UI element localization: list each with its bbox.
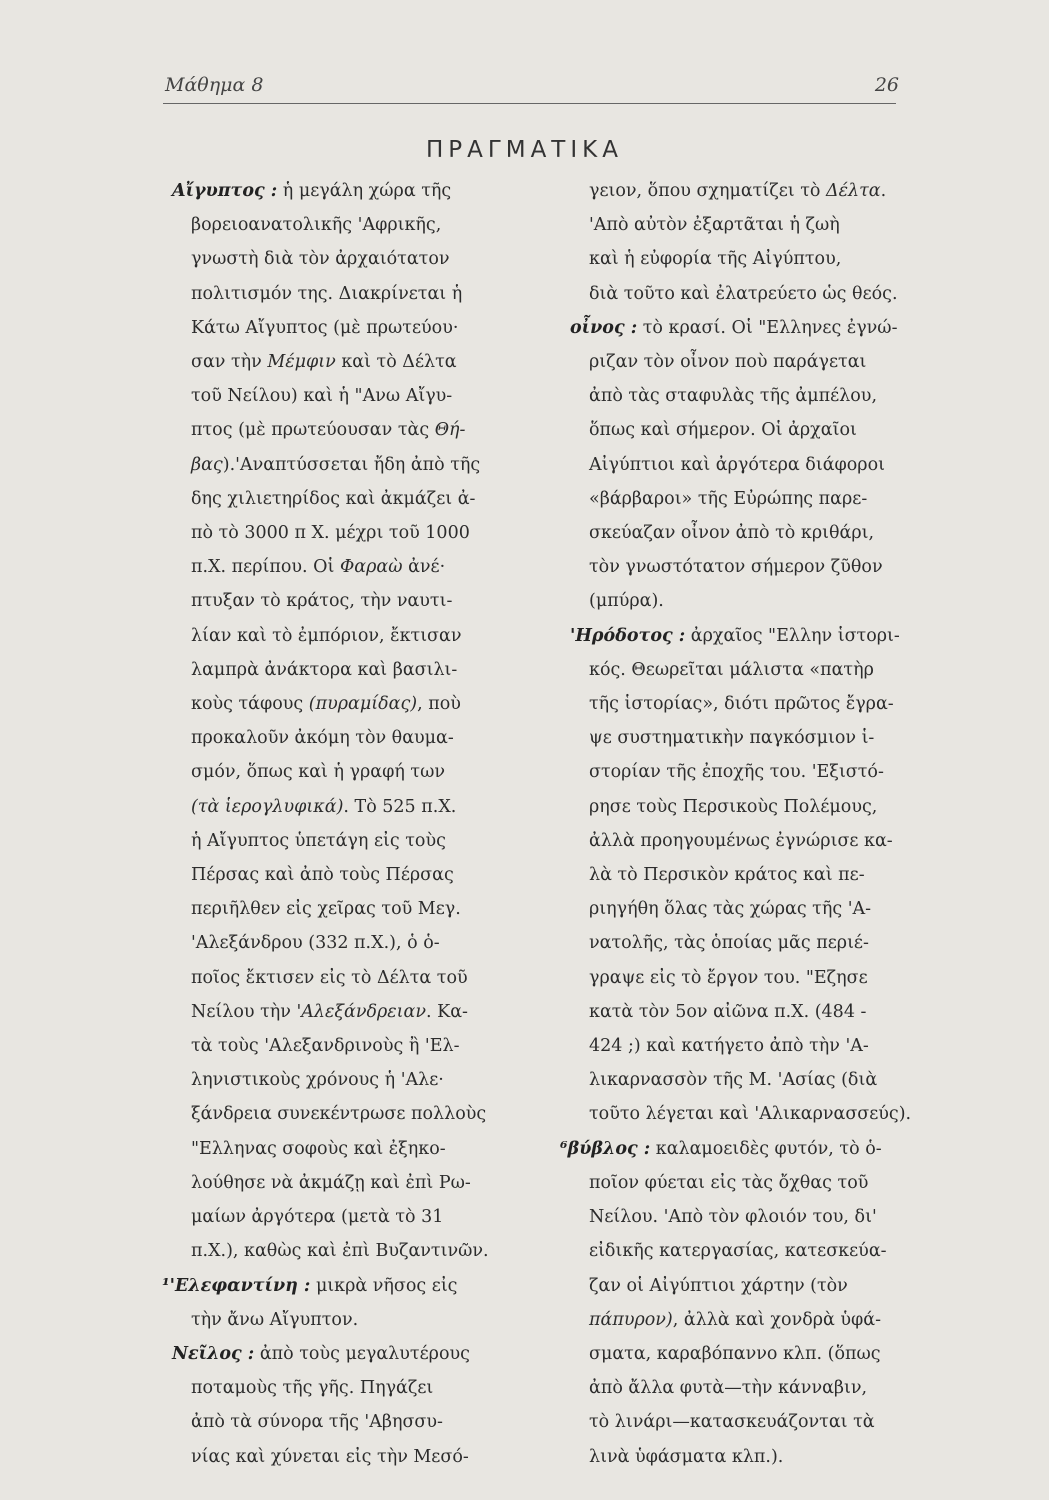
text-line xyxy=(162,1269,489,1303)
text-segment: λίαν καὶ τὸ ἐμπόριον, ἔκτισαν xyxy=(191,625,462,646)
text-line xyxy=(172,584,489,618)
text-segment: ἀρχαῖος "Ελλην ἱστορι- xyxy=(685,625,900,646)
text-line xyxy=(172,1234,489,1268)
text-line xyxy=(570,311,911,345)
text-line xyxy=(570,687,911,721)
text-segment: Νείλου τὴν xyxy=(191,1001,297,1022)
text-segment: ).'Αναπτύσσεται ἤδη ἀπὸ τῆς xyxy=(222,454,481,475)
text-segment: 'Απὸ αὐτὸν ἐξαρτᾶται ἡ ζωὴ xyxy=(589,215,840,236)
text-segment: ξάνδρεια συνεκέντρωσε πολλοὺς xyxy=(191,1104,487,1125)
text-segment: ὅπως καὶ σήμερον. Οἱ ἀρχαῖοι xyxy=(589,420,857,441)
glossary-term: οἶνος : xyxy=(570,317,638,338)
text-segment: πτυξαν τὸ κράτος, τὴν ναυτι- xyxy=(191,591,453,612)
text-line xyxy=(560,1132,911,1166)
italic-text: Μέμφιν xyxy=(267,352,336,373)
text-segment: μικρὰ νῆσος εἰς xyxy=(310,1275,458,1296)
text-line xyxy=(172,1440,489,1474)
text-line xyxy=(172,824,489,858)
text-segment: νίας καὶ χύνεται εἰς τὴν Μεσό- xyxy=(191,1446,469,1467)
text-segment: , ἀλλὰ καὶ χονδρὰ ὑφά- xyxy=(672,1309,882,1330)
glossary-term: Νεῖλος : xyxy=(172,1343,255,1364)
text-segment: ἀπὸ ἄλλα φυτὰ—τὴν κάνναβιν, xyxy=(589,1378,868,1399)
text-line xyxy=(172,995,489,1029)
text-segment: στορίαν τῆς ἐποχῆς του. 'Εξιστό- xyxy=(589,762,884,783)
text-segment: τῆς ἱστορίας», διότι πρῶτος ἔγρα- xyxy=(589,694,894,715)
text-segment: ποταμοὺς τῆς γῆς. Πηγάζει xyxy=(191,1378,434,1399)
text-line xyxy=(570,208,911,242)
right-text-column xyxy=(560,174,912,1474)
text-line xyxy=(172,1166,489,1200)
text-line xyxy=(570,1166,911,1200)
text-line xyxy=(570,653,911,687)
header-rule xyxy=(163,103,896,104)
text-segment: ἀπὸ τοὺς μεγαλυτέρους xyxy=(254,1343,470,1364)
text-line xyxy=(172,1063,489,1097)
text-line xyxy=(172,208,489,242)
text-line xyxy=(570,961,911,995)
text-line xyxy=(172,790,489,824)
text-segment: ἀπὸ τὰς σταφυλὰς τῆς ἀμπέλου, xyxy=(589,386,878,407)
text-line xyxy=(570,1269,911,1303)
text-line xyxy=(570,1200,911,1234)
text-line xyxy=(570,379,911,413)
italic-text: πάπυρον) xyxy=(589,1309,673,1330)
text-segment: . xyxy=(880,181,887,201)
text-line xyxy=(172,550,489,584)
text-line xyxy=(172,413,489,447)
left-text-column xyxy=(162,174,489,1474)
text-line xyxy=(172,1097,489,1131)
text-line xyxy=(172,653,489,687)
text-segment: σκεύαζαν οἶνον ἀπὸ τὸ κριθάρι, xyxy=(589,523,875,544)
text-segment: Νείλου. 'Απὸ τὸν φλοιόν του, δι' xyxy=(589,1207,877,1228)
text-segment: κατὰ τὸν 5ον αἰῶνα π.Χ. (484 - xyxy=(589,1001,867,1022)
text-segment: ψε συστηματικὴν παγκόσμιον ἱ- xyxy=(589,728,875,749)
text-segment: τὰ τοὺς 'Αλεξανδρινοὺς ἢ 'Ελ- xyxy=(191,1036,460,1057)
text-line xyxy=(172,1029,489,1063)
text-segment: μαίων ἀργότερα (μετὰ τὸ 31 xyxy=(191,1207,444,1228)
glossary-term: Αἴγυπτος : xyxy=(172,181,278,201)
text-segment: . Τὸ 525 π.Χ. xyxy=(343,796,457,817)
text-segment: Πέρσας καὶ ἀπὸ τοὺς Πέρσας xyxy=(191,865,454,886)
text-segment: βορειοανατολικῆς 'Αφρικῆς, xyxy=(191,215,442,236)
text-segment: τὴν ἄνω Αἴγυπτον. xyxy=(191,1309,359,1330)
text-segment: δης χιλιετηρίδος καὶ ἀκμάζει ἀ- xyxy=(191,488,476,509)
text-line xyxy=(172,755,489,789)
running-header-lesson: Μάθημα 8 xyxy=(165,74,264,96)
text-line xyxy=(570,448,911,482)
text-line xyxy=(172,1337,489,1371)
text-line xyxy=(570,995,911,1029)
text-segment: λινὰ ὑφάσματα κλπ.). xyxy=(589,1446,784,1467)
text-segment: ληνιστικοὺς χρόνους ἡ 'Αλε· xyxy=(191,1070,444,1091)
text-segment: π.Χ. περίπου. Οἱ xyxy=(191,557,340,578)
text-line xyxy=(172,448,489,482)
text-line xyxy=(570,1029,911,1063)
text-segment: καὶ ἡ εὐφορία τῆς Αἰγύπτου, xyxy=(589,249,842,270)
text-segment: τοῦτο λέγεται καὶ 'Αλικαρνασσεύς). xyxy=(589,1104,912,1125)
text-segment: γειον, ὅπου σχηματίζει τὸ xyxy=(589,181,826,201)
text-segment: γραψε εἰς τὸ ἔργον του. "Εζησε xyxy=(589,967,868,988)
text-segment: π.Χ.), καθὼς καὶ ἐπὶ Βυζαντινῶν. xyxy=(191,1241,489,1262)
italic-text: (πυραμίδας) xyxy=(308,694,418,715)
text-line xyxy=(172,174,489,208)
text-line xyxy=(172,858,489,892)
text-line xyxy=(570,1097,911,1131)
glossary-term: ⁶βύβλος : xyxy=(560,1138,651,1159)
text-line xyxy=(570,1063,911,1097)
text-line xyxy=(172,311,489,345)
text-line xyxy=(570,1303,911,1337)
text-segment: πτος (μὲ πρωτεύουσαν τὰς xyxy=(191,420,435,441)
text-segment: ἀλλὰ προηγουμένως ἐγνώρισε κα- xyxy=(589,830,893,851)
text-line xyxy=(570,1371,911,1405)
text-segment: τὸ κρασί. Οἱ "Ελληνες ἐγνώ- xyxy=(637,317,898,338)
glossary-term: 'Ηρόδοτος : xyxy=(570,625,686,646)
text-segment: ριζαν τὸν οἶνον ποὺ παράγεται xyxy=(589,352,867,373)
text-line xyxy=(172,926,489,960)
text-line xyxy=(172,277,489,311)
text-segment: λαμπρὰ ἀνάκτορα καὶ βασιλι- xyxy=(191,659,458,680)
text-segment: λούθησε νὰ ἀκμάζῃ καὶ ἐπὶ Ρω- xyxy=(191,1172,471,1193)
text-line xyxy=(172,619,489,653)
text-segment: σματα, καραβόπαννο κλπ. (ὅπως xyxy=(589,1343,881,1364)
text-segment: λικαρνασσὸν τῆς Μ. 'Ασίας (διὰ xyxy=(589,1070,878,1091)
text-segment: Αἰγύπτιοι καὶ ἀργότερα διάφοροι xyxy=(589,454,885,475)
text-segment: κοὺς τάφους xyxy=(191,694,309,715)
text-segment: ἀνέ· xyxy=(402,557,446,578)
text-segment: , ποὺ xyxy=(417,694,461,715)
text-line xyxy=(172,1405,489,1439)
text-segment: καλαμοειδὲς φυτόν, τὸ ὁ- xyxy=(650,1138,882,1159)
text-line xyxy=(570,721,911,755)
text-segment: Κάτω Αἴγυπτος (μὲ πρωτεύου· xyxy=(191,317,459,338)
text-line xyxy=(172,961,489,995)
text-line xyxy=(570,824,911,858)
text-segment: τοῦ Νείλου) καὶ ἡ "Ανω Αἴγυ- xyxy=(191,386,453,407)
italic-text: (τὰ ἱερογλυφικά) xyxy=(191,796,344,817)
text-segment: κός. Θεωρεῖται μάλιστα «πατὴρ xyxy=(589,659,874,680)
section-title: ΠΡΑΓΜΑΤΙΚΑ xyxy=(426,137,623,163)
text-segment: λὰ τὸ Περσικὸν κράτος καὶ πε- xyxy=(589,865,865,886)
text-segment: . Κα- xyxy=(426,1001,468,1022)
text-segment: ποῖον φύεται εἰς τὰς ὄχθας τοῦ xyxy=(589,1172,869,1193)
text-segment: ἀπὸ τὰ σύνορα τῆς 'Αβησσυ- xyxy=(191,1412,443,1433)
text-segment: ριηγήθη ὅλας τὰς χώρας τῆς 'Α- xyxy=(589,899,872,920)
text-line xyxy=(570,482,911,516)
text-line xyxy=(570,858,911,892)
text-line xyxy=(570,550,911,584)
text-segment: καὶ τὸ Δέλτα xyxy=(335,352,457,373)
text-line xyxy=(570,242,911,276)
text-segment: ποῖος ἔκτισεν εἰς τὸ Δέλτα τοῦ xyxy=(191,967,468,988)
text-line xyxy=(172,721,489,755)
text-line xyxy=(570,892,911,926)
italic-text: βας xyxy=(191,454,223,475)
text-line xyxy=(172,516,489,550)
text-segment: ἡ Αἴγυπτος ὑπετάγη εἰς τοὺς xyxy=(191,830,446,851)
text-line xyxy=(172,892,489,926)
text-line xyxy=(172,379,489,413)
text-segment: πὸ τὸ 3000 π Χ. μέχρι τοῦ 1000 xyxy=(191,523,470,544)
text-line xyxy=(570,1405,911,1439)
text-line xyxy=(570,413,911,447)
text-line xyxy=(570,755,911,789)
text-segment: εἰδικῆς κατεργασίας, κατεσκεύα- xyxy=(589,1241,887,1262)
text-segment: ρησε τοὺς Περσικοὺς Πολέμους, xyxy=(589,796,878,817)
text-line xyxy=(172,1200,489,1234)
text-segment: «βάρβαροι» τῆς Εὐρώπης παρε- xyxy=(589,488,868,509)
italic-text: 'Αλεξάνδρειαν xyxy=(296,1001,426,1022)
text-segment: ἡ μεγάλη χώρα τῆς xyxy=(277,181,452,201)
text-line xyxy=(172,1303,489,1337)
text-segment: τὸν γνωστότατον σήμερον ζῦθον xyxy=(589,557,883,578)
text-segment: πολιτισμόν της. Διακρίνεται ἡ xyxy=(191,283,463,304)
text-line xyxy=(172,1371,489,1405)
italic-text: Δέλτα xyxy=(826,181,881,201)
text-line xyxy=(172,345,489,379)
text-segment: σαν τὴν xyxy=(191,352,268,373)
text-line xyxy=(172,687,489,721)
text-segment: προκαλοῦν ἀκόμη τὸν θαυμα- xyxy=(191,728,454,749)
text-line xyxy=(570,277,911,311)
text-line xyxy=(570,345,911,379)
text-segment: γνωστὴ διὰ τὸν ἀρχαιότατον xyxy=(191,249,450,270)
text-segment: 424 ;) καὶ κατήγετο ἀπὸ τὴν 'Α- xyxy=(589,1036,869,1057)
text-segment: (μπύρα). xyxy=(589,591,664,612)
text-segment: ζαν οἱ Αἰγύπτιοι χάρτην (τὸν xyxy=(589,1275,848,1296)
text-line xyxy=(570,926,911,960)
italic-text: Φαραὼ xyxy=(339,557,403,578)
text-segment: τὸ λινάρι—κατασκευάζονται τὰ xyxy=(589,1412,875,1433)
text-line xyxy=(570,584,911,618)
text-line xyxy=(570,790,911,824)
text-line xyxy=(172,242,489,276)
text-line xyxy=(172,482,489,516)
text-segment: σμόν, ὅπως καὶ ἡ γραφή των xyxy=(191,762,445,783)
text-line xyxy=(570,1337,911,1371)
text-line xyxy=(570,174,911,208)
page-number: 26 xyxy=(874,74,899,96)
text-line xyxy=(570,619,911,653)
text-line xyxy=(172,1132,489,1166)
text-segment: "Ελληνας σοφοὺς καὶ ἐξηκο- xyxy=(191,1138,446,1159)
text-line xyxy=(570,1440,911,1474)
glossary-term: ¹'Ελεφαντίνη : xyxy=(162,1275,311,1296)
text-segment: περιῆλθεν εἰς χεῖρας τοῦ Μεγ. xyxy=(191,899,461,920)
italic-text: Θή- xyxy=(434,420,466,441)
text-segment: νατολῆς, τὰς ὁποίας μᾶς περιέ- xyxy=(589,933,869,954)
text-segment: 'Αλεξάνδρου (332 π.Χ.), ὁ ὁ- xyxy=(191,933,440,954)
text-line xyxy=(570,1234,911,1268)
text-line xyxy=(570,516,911,550)
text-segment: διὰ τοῦτο καὶ ἐλατρεύετο ὡς θεός. xyxy=(589,283,898,304)
